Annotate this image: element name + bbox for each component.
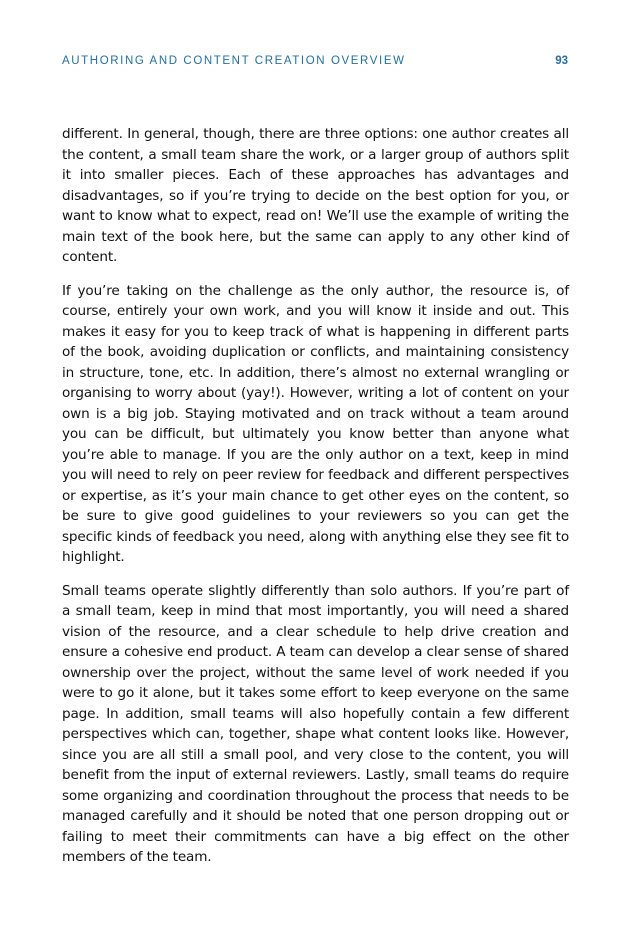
paragraph-3: Small teams operate slightly differently than solo authors. If you’re part of a small team, keep in mind that most importantly, you will need a shared vision of the resource, and a clear schedule to help drive creation and ensure a cohesive end product. A team can develop a clear sense of shared ownership over the project, without the same level of work needed if you were to go it alone, but it takes some effort to keep everyone on the same page. In addition, small teams will also hopefully contain a few different perspectives which can, together, shape what content looks like. However, since you are all still a small pool, and very close to the content, you will benefit from the input of external reviewers. Lastly, small teams do require some organizing and coordination throughout the process that needs to be managed carefully and it should be noted that one person dropping out or failing to meet their commitments can have a big effect on the other members of the team. [62,582,569,865]
body-text [62,124,569,881]
paragraph-1: different. In general, though, there are three options: one author creates all the content, a small team share the work, or a larger group of authors split it into smaller pieces. Each of these approaches has advantages and disadvantages, so if you’re trying to decide on the best option for you, or want to know what to expect, read on! We’ll use the example of writing the main text of the book here, but the same can apply to any other kind of content. [62,126,569,265]
page-number: 93 [555,55,568,67]
paragraph-2: If you’re taking on the challenge as the only author, the resource is, of course, entirely your own work, and you will know it inside and out. This makes it easy for you to keep track of what is happening in different parts of the book, avoiding duplication or conflicts, and maintaining consistency in structure, tone, etc. In addition, there’s almost no external wrangling or organising to worry about (yay!). However, writing a lot of content on your own is a big job. Staying motivated and on track without a team around you can be difficult, but ultimately you know better than anyone what you’re able to manage. If you are the only author on a text, keep in mind you will need to rely on peer review for feedback and different perspectives or expertise, as it’s your main chance to get other eyes on the content, so be sure to give good guidelines to your reviewers so you can get the specific kinds of feedback you need, along with anything else they see fit to highlight. [62,282,569,565]
running-head: AUTHORING AND CONTENT CREATION OVERVIEW [62,55,406,67]
